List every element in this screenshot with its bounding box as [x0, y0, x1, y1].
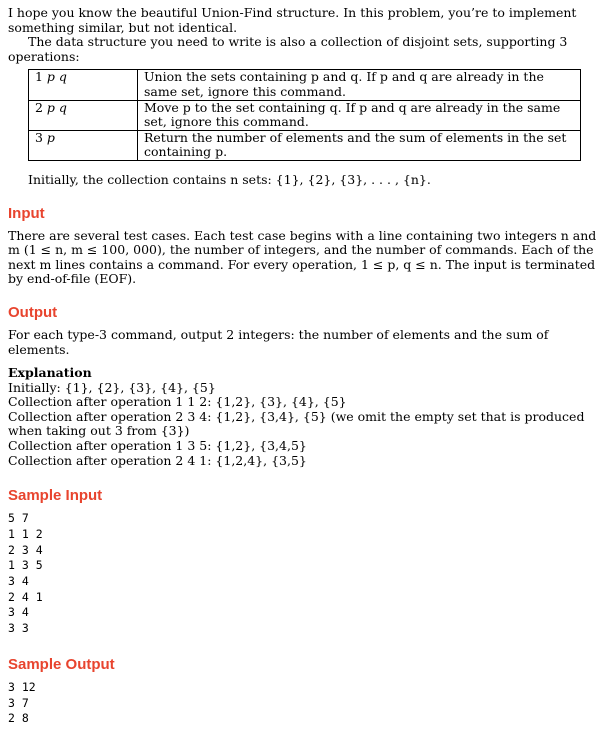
output-heading: Output [8, 303, 58, 321]
sample-input-line: 3 4 [8, 605, 29, 620]
operations-table [28, 69, 581, 161]
sample-output-line: 3 7 [8, 695, 29, 710]
operation-code: 2 p q [29, 100, 138, 130]
operation-code: 1 p q [29, 70, 138, 100]
explanation-line: Collection after operation 1 3 5: {1,2}, {3,4,5} [8, 438, 307, 454]
operation-description: Union the sets containing p and q. If p and q are already in the same set, ignore this command. [138, 70, 581, 100]
sample-input-line: 1 3 5 [8, 558, 43, 573]
explanation-line: Initially: {1}, {2}, {3}, {4}, {5} [8, 379, 216, 395]
operation-description: Move p to the set containing q. If p and q are already in the same set, ignore this command. [138, 100, 581, 130]
operation-code: 3 p [29, 130, 138, 160]
sample-output-line: 3 12 [8, 679, 36, 694]
sample-output-line: 2 8 [8, 711, 29, 726]
sample-output-heading: Sample Output [8, 655, 115, 673]
sample-input-line: 3 4 [8, 574, 29, 589]
sample-input-line: 2 3 4 [8, 542, 43, 557]
sample-output-block [8, 680, 602, 727]
initial-state-text: Initially, the collection contains n sets: {1}, {2}, {3}, . . . , {n}. [28, 171, 431, 187]
intro-line-2: The data structure you need to write is also a collection of disjoint sets, supporting 3 operations: [8, 34, 568, 64]
explanation-line: Collection after operation 1 1 2: {1,2}, {3}, {4}, {5} [8, 394, 347, 410]
explanation-line: Collection after operation 2 4 1: {1,2,4}, {3,5} [8, 452, 307, 468]
operation-row [29, 70, 581, 100]
output-text: For each type-3 command, output 2 integers: the number of elements and the sum of elements. [8, 326, 549, 357]
explanation-line: Collection after operation 2 3 4: {1,2}, {3,4}, {5} (we omit the empty set that is produced when taking out 3 from {3}) [8, 408, 585, 439]
input-heading: Input [8, 204, 45, 222]
sample-input-heading: Sample Input [8, 487, 103, 505]
intro-line-1: I hope you know the beautiful Union-Find structure. In this problem, you’re to implement something similar, but not identical. [8, 5, 577, 35]
sample-input-line: 2 4 1 [8, 589, 43, 604]
operation-row [29, 130, 581, 160]
sample-input-line: 3 3 [8, 621, 29, 636]
sample-input-line: 1 1 2 [8, 526, 43, 541]
sample-input-block [8, 511, 602, 637]
sample-input-line: 5 7 [8, 511, 29, 526]
operation-description: Return the number of elements and the sum of elements in the set containing p. [138, 130, 581, 160]
operation-row [29, 100, 581, 130]
explanation-title: Explanation [8, 365, 92, 381]
problem-statement [8, 6, 602, 727]
input-text: There are several test cases. Each test case begins with a line containing two integers n and m (1 ≤ n, m ≤ 100, 000), the number of integers, and the number of commands. Each of the next m lines contains a command. For every operation, 1 ≤ p, q ≤ n. The input is terminated by end-of-file (EOF). [8, 227, 597, 287]
